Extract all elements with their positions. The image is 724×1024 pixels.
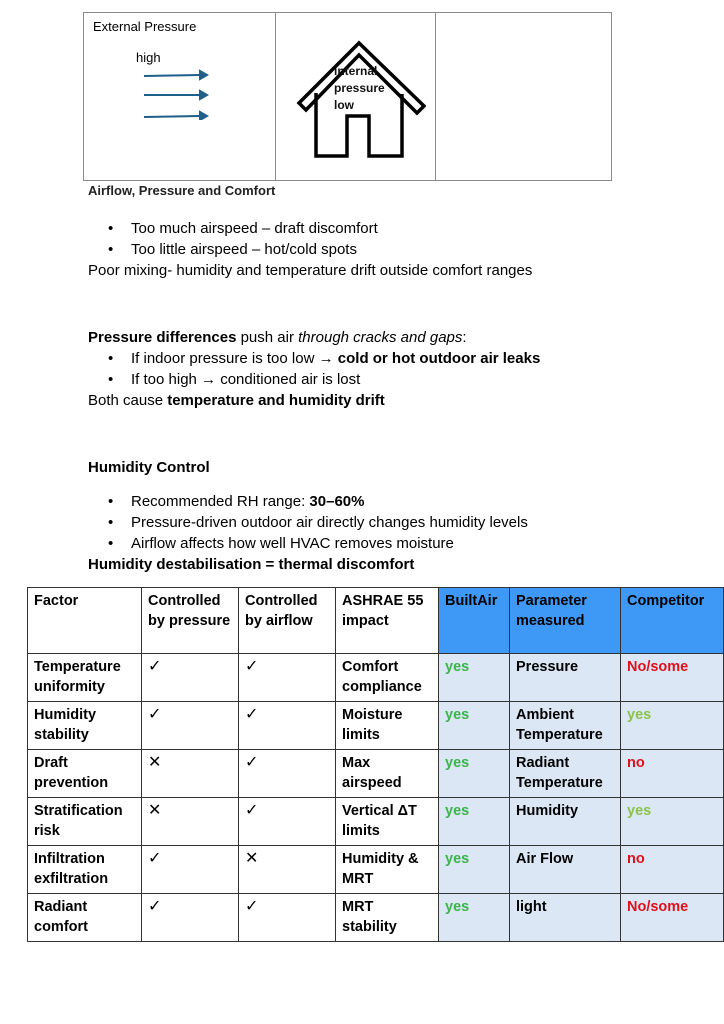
table-row [28,702,724,750]
house-text-line: internal [334,64,378,78]
pressure-intro-mid: push air [236,329,299,346]
summary-bold: temperature and humidity drift [167,392,385,409]
airflow-section-title: Airflow, Pressure and Comfort [88,183,276,198]
parameter-cell: Humidity [510,798,621,846]
pressure-mark-cell: ✓ [142,846,239,894]
header-builtair: BuiltAir [439,588,510,654]
ashrae-impact-cell: Max airspeed [336,750,439,798]
pressure-mark-cell: ✓ [142,702,239,750]
list-item: • Pressure-driven outdoor air directly changes humidity levels [88,512,528,533]
arrow-head [200,91,207,99]
pressure-mark-cell: ✓ [142,894,239,942]
airflow-arrows-icon [142,65,212,120]
airflow-bullets [88,218,532,260]
arrow-line [144,116,200,117]
internal-pressure-label [334,63,385,114]
external-pressure-cell [84,13,276,180]
pressure-mark-cell: ✕ [142,750,239,798]
competitor-cell: no [621,750,724,798]
header-competitor: Competitor [621,588,724,654]
house-text-line: pressure [334,81,385,95]
competitor-cell: No/some [621,894,724,942]
competitor-cell: yes [621,702,724,750]
list-item [88,491,528,512]
pressure-bullets [88,348,540,390]
parameter-cell: Air Flow [510,846,621,894]
airflow-mark-cell: ✕ [239,846,336,894]
header-airflow: Controlled by airflow [239,588,336,654]
table-row [28,798,724,846]
ashrae-impact-cell: Comfort compliance [336,654,439,702]
competitor-cell: No/some [621,654,724,702]
ashrae-impact-cell: Humidity & MRT [336,846,439,894]
comparison-table [27,587,724,942]
pressure-intro-italic: through cracks and gaps [298,329,463,346]
pressure-diagram [83,12,612,181]
external-pressure-label: External Pressure [93,19,197,34]
house-cell [276,13,436,180]
builtair-cell: yes [439,894,510,942]
competitor-cell: yes [621,798,724,846]
airflow-mark-cell: ✓ [239,894,336,942]
airflow-mark-cell: ✓ [239,798,336,846]
pressure-summary [88,390,540,411]
table-row [28,846,724,894]
header-factor: Factor [28,588,142,654]
factor-cell: Stratification risk [28,798,142,846]
builtair-cell: yes [439,702,510,750]
header-ashrae: ASHRAE 55 impact [336,588,439,654]
ashrae-impact-cell: Vertical ΔT limits [336,798,439,846]
header-parameter: Parameter measured [510,588,621,654]
parameter-cell: Ambient Temperature [510,702,621,750]
builtair-cell: yes [439,654,510,702]
airflow-note: Poor mixing- humidity and temperature drift outside comfort ranges [88,262,533,279]
parameter-cell: light [510,894,621,942]
arrow-head [200,71,207,79]
bullet-bold: 30–60% [309,493,365,510]
table-row [28,750,724,798]
arrow-head [200,112,207,120]
airflow-mark-cell: ✓ [239,750,336,798]
high-label: high [136,50,161,65]
table-row [28,654,724,702]
pressure-intro-bold: Pressure differences [88,329,237,346]
factor-cell: Humidity stability [28,702,142,750]
arrow-line [144,75,200,76]
bullet-bold: cold or hot outdoor air leaks [337,350,541,367]
factor-cell: Infiltration exfiltration [28,846,142,894]
pressure-intro [88,327,540,348]
empty-cell [436,13,611,180]
pressure-section [88,327,540,411]
competitor-cell: no [621,846,724,894]
list-item: • If too high → conditioned air is lost [88,369,540,390]
pressure-mark-cell: ✓ [142,654,239,702]
factor-cell: Radiant comfort [28,894,142,942]
house-text-line: low [334,98,354,112]
bullet-text: If indoor pressure is too low → [131,350,338,367]
airflow-section [88,218,532,281]
table-header-row [28,588,724,654]
humidity-summary: Humidity destabilisation = thermal discomfort [88,556,415,573]
builtair-cell: yes [439,750,510,798]
factor-cell: Temperature uniformity [28,654,142,702]
ashrae-impact-cell: MRT stability [336,894,439,942]
builtair-cell: yes [439,846,510,894]
table-row [28,894,724,942]
list-item: • Too much airspeed – draft discomfort [88,218,532,239]
pressure-intro-end: : [462,329,467,346]
airflow-mark-cell: ✓ [239,702,336,750]
parameter-cell: Radiant Temperature [510,750,621,798]
builtair-cell: yes [439,798,510,846]
header-pressure: Controlled by pressure [142,588,239,654]
list-item: • Airflow affects how well HVAC removes moisture [88,533,528,554]
humidity-section [88,491,528,575]
pressure-mark-cell: ✕ [142,798,239,846]
humidity-bullets [88,491,528,554]
bullet-text: Recommended RH range: [131,493,310,510]
humidity-section-title: Humidity Control [88,459,210,476]
ashrae-impact-cell: Moisture limits [336,702,439,750]
factor-cell: Draft prevention [28,750,142,798]
list-item [88,348,540,369]
parameter-cell: Pressure [510,654,621,702]
airflow-mark-cell: ✓ [239,654,336,702]
summary-text: Both cause [88,392,168,409]
list-item: • Too little airspeed – hot/cold spots [88,239,532,260]
